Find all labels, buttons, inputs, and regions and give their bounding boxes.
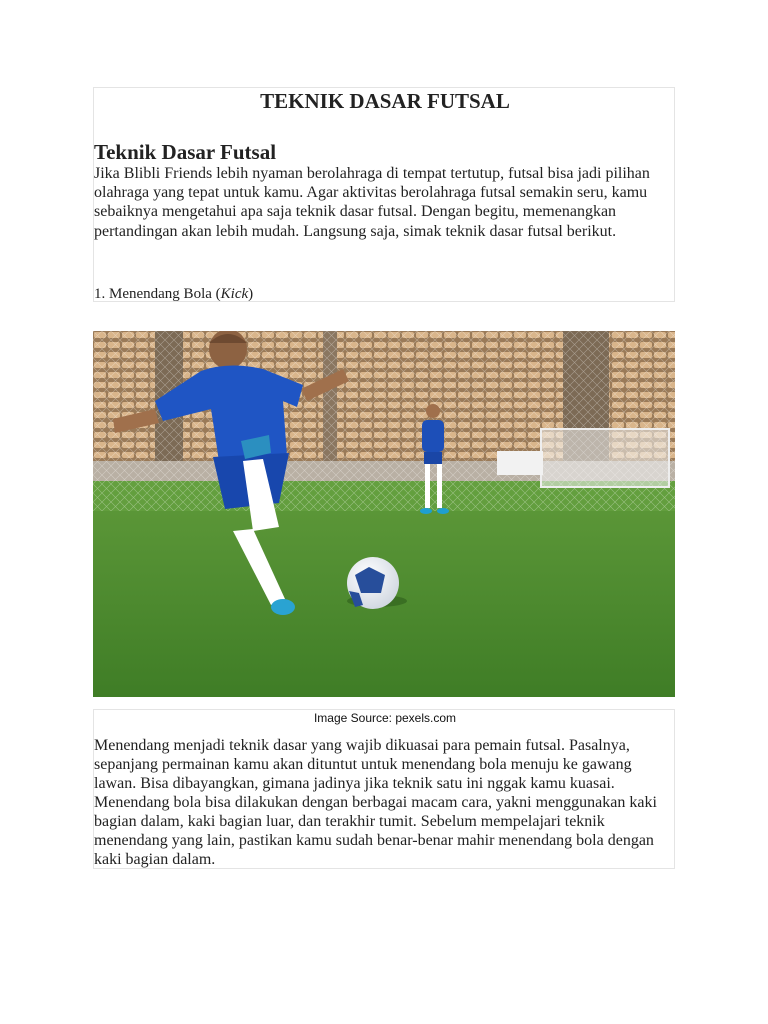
list-item-term: Kick [220,286,249,302]
kick-paragraph: Menendang menjadi teknik dasar yang wajib dikuasai para pemain futsal. Pasalnya, sepanjang permainan kamu akan dituntut untuk menendang bola menuju ke gawang lawan. Bisa dibayangkan, gimana jadinya jika teknik satu ini nggak kamu kuasai. Menendang bola bisa dilakukan dengan berbagai macam cara, yakni menggunakan kaki bagian dalam, kaki bagian luar, dan terakhir tumit. Sebelum mempelajari teknik menendang yang lain, pastikan kamu sudah benar-benar mahir menendang bola dengan kaki bagian dalam. [94,737,657,868]
futsal-photo-illustration [93,331,675,697]
list-item-prefix: 1. Menendang Bola ( [94,286,221,302]
kick-section [93,709,675,869]
image-caption: Image Source: pexels.com [313,711,457,725]
intro-paragraph: Jika Blibli Friends lebih nyaman berolahraga di tempat tertutup, futsal bisa jadi pilihan olahraga yang tepat untuk kamu. Agar aktivitas berolahraga futsal semakin seru, kamu sebaiknya mengetahui apa saja teknik dasar futsal. Dengan begitu, memenangkan pertandingan akan lebih mudah. Langsung saja, simak teknik dasar futsal berikut. [94,165,650,240]
list-item-suffix: ) [248,286,254,302]
intro-section [93,87,675,302]
section-heading: Teknik Dasar Futsal [94,140,277,164]
list-item-kick [94,285,253,303]
soccer-ball [347,557,399,609]
document-title: TEKNIK DASAR FUTSAL [260,89,510,113]
futsal-photo [93,331,675,697]
